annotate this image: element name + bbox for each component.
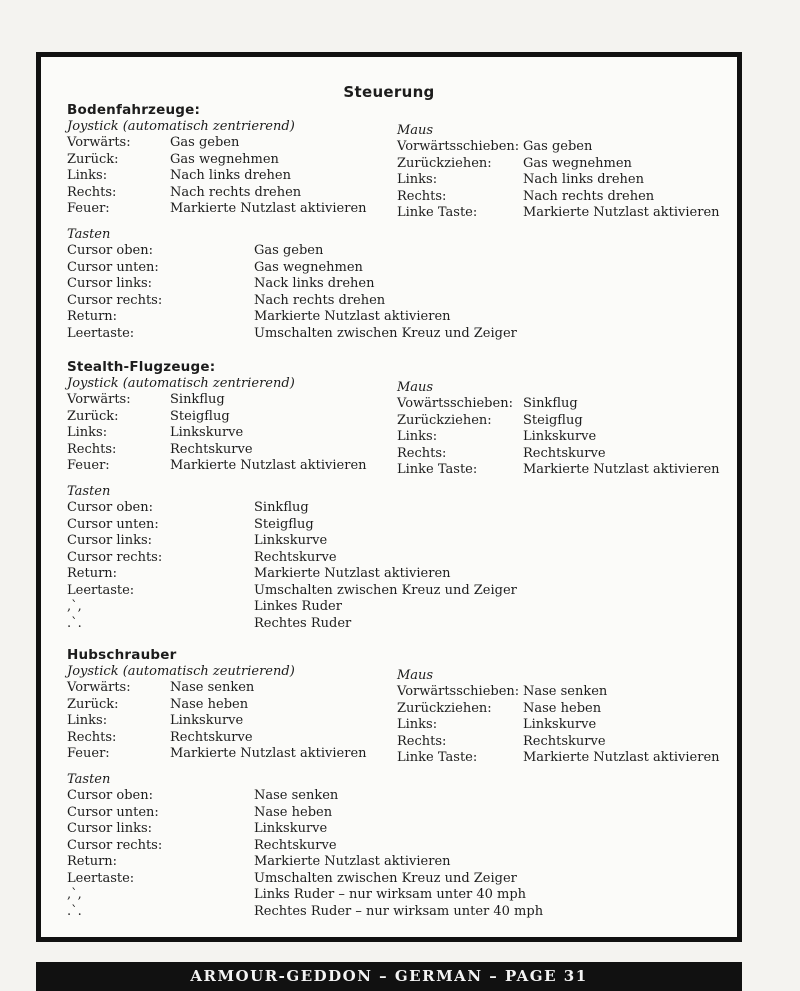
control-row <box>397 189 720 206</box>
control-input: Zurück: <box>67 408 119 424</box>
control-input: .`. <box>67 903 82 919</box>
control-input: Cursor unten: <box>67 804 159 820</box>
controls-frame <box>36 52 742 942</box>
control-action: Linkskurve <box>254 533 328 548</box>
control-input: Rechts: <box>67 184 117 200</box>
control-input: Leertaste: <box>67 870 135 886</box>
control-action: Nase heben <box>523 700 602 716</box>
control-action: Rechtskurve <box>523 445 606 461</box>
control-action: Markierte Nutzlast aktivieren <box>254 309 451 324</box>
control-input: Cursor rechts: <box>67 837 163 853</box>
control-action: Rechtes Ruder <box>254 615 352 631</box>
control-action: Nach rechts drehen <box>254 292 386 308</box>
control-row <box>67 243 517 260</box>
control-row <box>67 392 367 409</box>
control-input: Cursor links: <box>67 821 152 836</box>
control-row <box>67 730 367 747</box>
control-row <box>67 566 517 583</box>
control-action: Rechtskurve <box>170 729 253 745</box>
control-input: Leertaste: <box>67 325 135 341</box>
control-row <box>67 309 517 326</box>
control-input: Cursor unten: <box>67 516 159 532</box>
control-action: Linkes Ruder <box>254 599 342 614</box>
joystick-block <box>67 119 367 218</box>
control-input: Links: <box>67 168 108 183</box>
control-input: Rechts: <box>67 729 117 745</box>
group-label: Maus <box>397 380 434 395</box>
control-action: Markierte Nutzlast aktivieren <box>170 746 367 761</box>
control-row <box>67 871 543 888</box>
section-heading: Stealth-Flugzeuge: <box>67 359 216 375</box>
control-row <box>67 599 517 616</box>
control-input: Vorwärts: <box>67 680 131 695</box>
control-action: Markierte Nutzlast aktivieren <box>523 462 720 477</box>
control-row <box>67 680 367 697</box>
control-action: Nach rechts drehen <box>170 184 302 200</box>
control-row <box>67 442 367 459</box>
control-action: Gas geben <box>170 135 240 150</box>
control-input: Cursor oben: <box>67 243 153 258</box>
control-input: Links: <box>397 429 438 444</box>
group-label: Tasten <box>67 227 111 242</box>
control-row <box>67 276 517 293</box>
group-label: Tasten <box>67 772 111 787</box>
mouse-block <box>397 380 720 479</box>
control-action: Gas geben <box>523 139 593 154</box>
control-row <box>67 904 543 921</box>
control-action: Nach rechts drehen <box>523 188 655 204</box>
control-action: Linkskurve <box>523 717 597 732</box>
control-row <box>67 517 517 534</box>
control-action: Linkskurve <box>254 821 328 836</box>
control-input: Vorwärts: <box>67 135 131 150</box>
control-action: Umschalten zwischen Kreuz und Zeiger <box>254 582 517 598</box>
control-row <box>397 429 720 446</box>
control-row <box>397 734 720 751</box>
control-action: Links Ruder – nur wirksam unter 40 mph <box>254 887 527 902</box>
control-row <box>67 409 367 426</box>
control-row <box>397 172 720 189</box>
control-row <box>67 838 543 855</box>
control-row <box>67 697 367 714</box>
control-row <box>67 458 367 475</box>
control-input: Cursor links: <box>67 276 152 291</box>
control-input: .`. <box>67 615 82 631</box>
control-action: Rechtskurve <box>254 837 337 853</box>
section-ground-vehicles <box>67 101 720 341</box>
control-row <box>67 425 367 442</box>
control-row <box>67 854 543 871</box>
control-input: Rechts: <box>397 188 447 204</box>
control-action: Markierte Nutzlast aktivieren <box>523 750 720 765</box>
control-action: Markierte Nutzlast aktivieren <box>170 201 367 216</box>
control-input: Links: <box>397 172 438 187</box>
control-row <box>67 260 517 277</box>
control-action: Rechtskurve <box>523 733 606 749</box>
control-action: Rechtskurve <box>254 549 337 565</box>
group-label: Joystick (automatisch zeutrierend) <box>67 664 295 679</box>
control-input: Zurückziehen: <box>397 155 492 171</box>
control-action: Nack links drehen <box>254 276 375 291</box>
control-action: Markierte Nutzlast aktivieren <box>254 854 451 869</box>
control-action: Rechtes Ruder – nur wirksam unter 40 mph <box>254 903 544 919</box>
control-input: ,`, <box>67 887 82 902</box>
control-row <box>397 156 720 173</box>
control-input: Zurückziehen: <box>397 700 492 716</box>
control-row <box>67 201 367 218</box>
control-action: Nase heben <box>254 804 333 820</box>
control-row <box>397 684 720 701</box>
keys-block <box>67 772 543 920</box>
control-input: Vorwärts: <box>67 392 131 407</box>
control-action: Steigflug <box>523 412 583 428</box>
section-heading: Hubschrauber <box>67 647 177 663</box>
keys-block <box>67 227 517 342</box>
control-row <box>67 746 367 763</box>
control-row <box>67 533 517 550</box>
keys-block <box>67 484 517 632</box>
control-action: Sinkflug <box>170 392 225 407</box>
control-row <box>67 821 543 838</box>
group-label: Joystick (automatisch zentrierend) <box>67 376 295 391</box>
mouse-block <box>397 123 720 222</box>
control-action: Rechtskurve <box>170 441 253 457</box>
section-stealth-aircraft <box>67 358 720 631</box>
control-action: Nach links drehen <box>523 172 644 187</box>
control-input: Return: <box>67 309 118 324</box>
control-action: Umschalten zwischen Kreuz und Zeiger <box>254 870 517 886</box>
group-label: Maus <box>397 668 434 683</box>
control-input: Return: <box>67 854 118 869</box>
control-input: Rechts: <box>397 445 447 461</box>
control-action: Nase senken <box>523 684 608 699</box>
section-helicopter <box>67 646 720 919</box>
control-input: Zurückziehen: <box>397 412 492 428</box>
control-action: Steigflug <box>254 516 314 532</box>
control-action: Sinkflug <box>254 500 309 515</box>
control-input: ,`, <box>67 599 82 614</box>
control-input: Feuer: <box>67 201 110 216</box>
group-label: Maus <box>397 123 434 138</box>
control-row <box>67 152 367 169</box>
control-row <box>67 185 367 202</box>
control-input: Vorwärtsschieben: <box>397 684 520 699</box>
control-row <box>397 205 720 222</box>
mouse-block <box>397 668 720 767</box>
control-action: Linkskurve <box>170 713 244 728</box>
control-input: Vowärtsschieben: <box>397 396 513 411</box>
joystick-block <box>67 376 367 475</box>
control-input: Linke Taste: <box>397 205 478 220</box>
control-action: Gas wegnehmen <box>523 155 632 171</box>
control-input: Rechts: <box>67 441 117 457</box>
control-row <box>397 413 720 430</box>
section-heading: Bodenfahrzeuge: <box>67 102 201 118</box>
page-footer: ARMOUR-GEDDON – GERMAN – PAGE 31 <box>36 962 742 991</box>
control-input: Cursor oben: <box>67 788 153 803</box>
control-row <box>67 168 367 185</box>
control-input: Cursor oben: <box>67 500 153 515</box>
control-input: Leertaste: <box>67 582 135 598</box>
joystick-block <box>67 664 367 763</box>
group-label: Joystick (automatisch zentrierend) <box>67 119 295 134</box>
control-row <box>397 462 720 479</box>
control-row <box>67 135 367 152</box>
control-action: Nase heben <box>170 696 249 712</box>
control-input: Vorwärtsschieben: <box>397 139 520 154</box>
control-row <box>397 717 720 734</box>
control-action: Markierte Nutzlast aktivieren <box>170 458 367 473</box>
control-row <box>67 713 367 730</box>
control-input: Linke Taste: <box>397 462 478 477</box>
control-row <box>397 701 720 718</box>
control-action: Nase senken <box>254 788 339 803</box>
control-row <box>67 500 517 517</box>
control-row <box>67 583 517 600</box>
control-action: Sinkflug <box>523 396 578 411</box>
control-row <box>67 550 517 567</box>
control-input: Cursor rechts: <box>67 292 163 308</box>
control-row <box>67 788 543 805</box>
control-input: Linke Taste: <box>397 750 478 765</box>
control-row <box>397 446 720 463</box>
control-row <box>67 616 517 633</box>
control-action: Markierte Nutzlast aktivieren <box>523 205 720 220</box>
control-action: Nach links drehen <box>170 168 291 183</box>
control-input: Cursor rechts: <box>67 549 163 565</box>
group-label: Tasten <box>67 484 111 499</box>
control-input: Zurück: <box>67 151 119 167</box>
control-action: Steigflug <box>170 408 230 424</box>
control-input: Links: <box>397 717 438 732</box>
control-action: Markierte Nutzlast aktivieren <box>254 566 451 581</box>
control-input: Rechts: <box>397 733 447 749</box>
control-action: Gas geben <box>254 243 324 258</box>
control-input: Feuer: <box>67 746 110 761</box>
control-input: Links: <box>67 425 108 440</box>
control-input: Cursor links: <box>67 533 152 548</box>
control-row <box>397 396 720 413</box>
control-row <box>67 805 543 822</box>
control-input: Feuer: <box>67 458 110 473</box>
control-action: Umschalten zwischen Kreuz und Zeiger <box>254 325 517 341</box>
control-input: Links: <box>67 713 108 728</box>
control-row <box>67 293 517 310</box>
control-row <box>397 750 720 767</box>
control-input: Return: <box>67 566 118 581</box>
control-action: Gas wegnehmen <box>254 259 363 275</box>
control-input: Zurück: <box>67 696 119 712</box>
control-input: Cursor unten: <box>67 259 159 275</box>
control-action: Gas wegnehmen <box>170 151 279 167</box>
control-row <box>67 887 543 904</box>
control-row <box>397 139 720 156</box>
control-action: Nase senken <box>170 680 255 695</box>
control-action: Linkskurve <box>523 429 597 444</box>
control-row <box>67 326 517 343</box>
control-action: Linkskurve <box>170 425 244 440</box>
page-title: Steuerung <box>343 83 435 101</box>
